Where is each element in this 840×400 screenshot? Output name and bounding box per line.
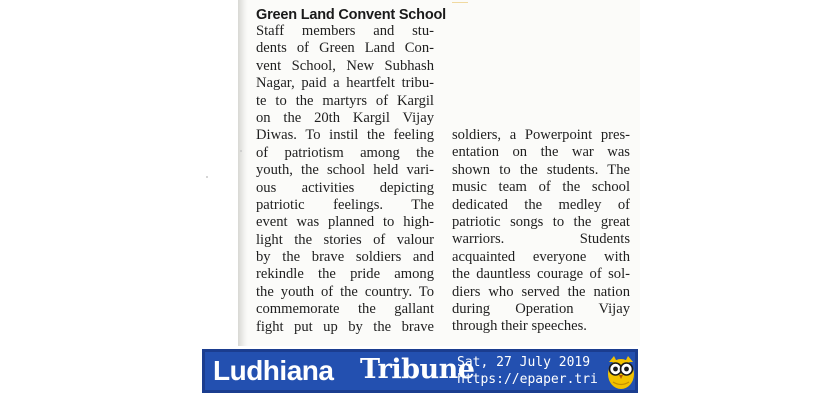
article-headline: Green Land Convent School	[256, 7, 446, 23]
epaper-url[interactable]: https://epaper.tri	[457, 372, 598, 387]
clipping-corner-mark	[452, 2, 468, 11]
scan-speck	[240, 150, 242, 152]
article-line: commemorate the gallant	[256, 301, 434, 318]
article-line: vent School, New Subhash	[256, 57, 434, 74]
clipping-shadow-edge	[238, 0, 248, 346]
article-line: through their speeches.	[452, 318, 587, 335]
brand-ludhiana: Ludhiana	[213, 355, 334, 386]
article-line: acquainted everyone with	[452, 248, 630, 265]
article-column-2	[452, 127, 630, 336]
article-line: the youth of the country. To	[256, 283, 434, 300]
article-line: ous activities depicting	[256, 179, 434, 196]
article-line: event was planned to high-	[256, 214, 434, 231]
scan-speck	[206, 176, 208, 178]
article-line: shown to the students. The	[452, 161, 630, 178]
article-line: music team of the school	[452, 179, 630, 196]
banner-inner	[205, 352, 635, 390]
article-line: youth, the school held vari-	[256, 162, 434, 179]
article-line: on the 20th Kargil Vijay	[256, 109, 434, 126]
article-line: te to the martyrs of Kargil	[256, 92, 434, 109]
article-line: entation on the war was	[452, 144, 630, 161]
article-line: patriotic songs to the great	[452, 213, 630, 230]
article-line: by the brave soldiers and	[256, 249, 434, 266]
article-line: rekindle the pride among	[256, 266, 434, 283]
article-line: Diwas. To instil the feeling	[256, 127, 434, 144]
brand-tribune: Tribune	[360, 354, 475, 385]
article-line: dents of Green Land Con-	[256, 40, 434, 57]
article-line: the dauntless courage of sol-	[452, 266, 630, 283]
article-line: soldiers, a Powerpoint pres-	[452, 127, 630, 143]
epaper-banner	[202, 349, 638, 393]
article-line: warriors. Students	[452, 231, 630, 248]
article-line: diers who served the nation	[452, 283, 630, 300]
article-line: light the stories of valour	[256, 231, 434, 248]
edition-date: Sat, 27 July 2019	[457, 355, 591, 370]
article-line: during Operation Vijay	[452, 300, 630, 317]
article-line: Nagar, paid a heartfelt tribu-	[256, 75, 434, 92]
article-column-1	[256, 23, 434, 336]
article-line: patriotic feelings. The	[256, 196, 434, 213]
article-line: dedicated the medley of	[452, 196, 630, 213]
article-line: of patriotism among the	[256, 144, 434, 161]
article-line: fight put up by the brave	[256, 318, 434, 335]
owl-icon	[606, 352, 636, 390]
article-line: Staff members and stu-	[256, 23, 434, 39]
